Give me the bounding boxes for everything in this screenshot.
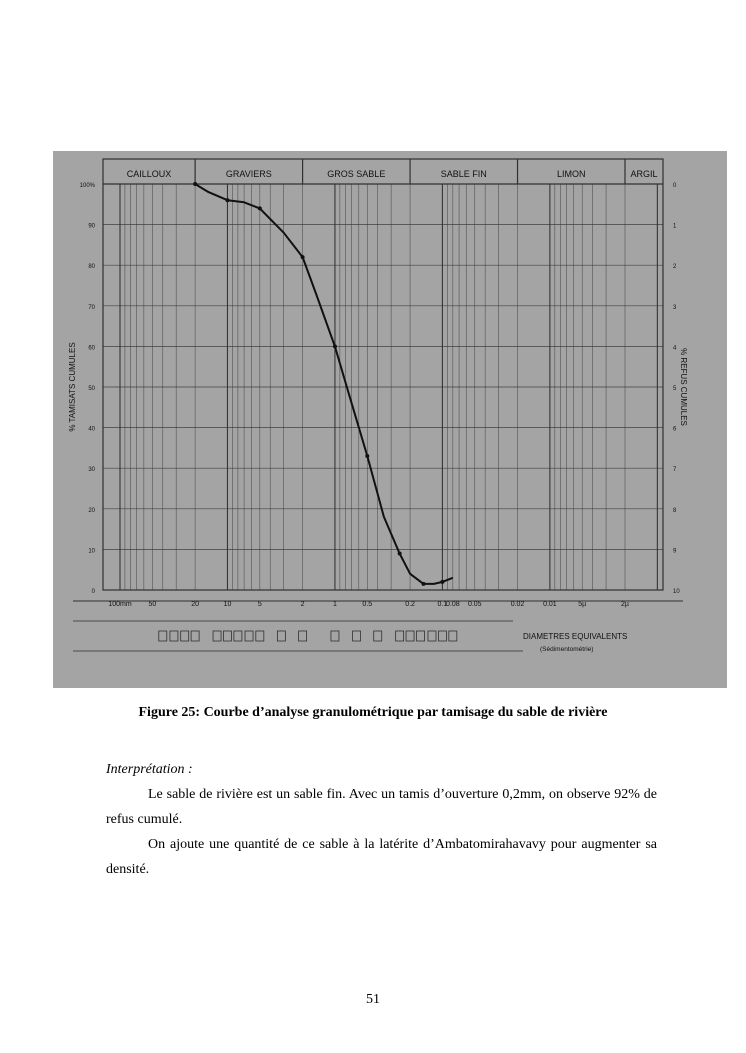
zone-label-argil: ARGIL [630,169,658,179]
bottom-tick-label: 0.08 [446,601,460,608]
interpretation-title: Interprétation : [106,762,193,777]
curve-point [333,344,337,348]
bottom-tick-label: 10 [223,601,232,608]
curve-point [398,551,402,555]
zone-label-gros-sable: GROS SABLE [327,169,386,179]
left-tick-label: 100% [79,183,95,189]
page-number: 51 [366,992,380,1007]
right-tick-label: 2 [673,264,677,271]
bottom-tick-label: 2µ [621,601,629,608]
bottom-tick-label: 20 [191,601,200,608]
curve-point [193,182,197,186]
curve-point [421,582,425,586]
left-tick-label: 80 [88,264,95,271]
granulometry-figure [53,151,727,688]
left-tick-label: 70 [88,304,95,311]
right-tick-label: 4 [673,345,677,352]
left-tick-label: 40 [88,426,95,433]
right-tick-label: 0 [673,183,677,189]
left-tick-label: 0 [91,589,95,595]
bottom-tick-label: 5 [257,601,262,608]
bottom-tick-label: 0.05 [467,601,482,608]
right-tick-label: 3 [673,304,677,311]
bottom-tick-label: 1 [332,601,337,608]
left-tick-label: 30 [88,467,95,474]
right-tick-label: 5 [673,386,677,392]
curve-point [365,454,369,458]
zone-label-graviers: GRAVIERS [225,169,272,179]
right-axis-title: % REFUS CUMULES [679,348,688,426]
paragraph-2 [106,832,657,882]
bottom-tick-label: 0.01 [543,601,557,608]
left-tick-label: 50 [88,386,95,392]
zone-label-limon: LIMON [557,169,586,179]
right-tick-label: 7 [673,467,677,474]
equiv-label: DIAMETRES EQUIVALENTS [523,632,628,641]
bottom-tick-label: 2 [300,601,305,608]
zone-label-cailloux: CAILLOUX [126,169,172,179]
bottom-tick-label: 0.5 [362,601,373,608]
left-tick-label: 90 [88,223,95,230]
bottom-tick-label: 100mm [108,601,132,608]
bottom-tick-label: 0.02 [510,601,525,608]
right-tick-label: 8 [673,507,677,514]
right-tick-label: 10 [673,589,680,595]
curve-point [440,580,444,584]
paragraph-2-text: On ajoute une quantité de ce sable à la latérite d’Ambatomirahavavy pour augmenter sa densité. [106,837,657,877]
bottom-tick-label: 5µ [578,601,587,608]
curve-point [258,206,262,210]
figure-caption: Figure 25: Courbe d’analyse granulométrique par tamisage du sable de rivière [138,705,608,720]
equiv-sublabel: (Sédimentométrie) [540,646,594,653]
left-tick-label: 20 [88,507,95,514]
zone-label-sable-fin: SABLE FIN [440,169,487,179]
left-axis-title: % TAMISATS CUMULES [68,342,77,432]
curve-point [301,255,305,259]
left-tick-label: 10 [88,548,95,555]
right-tick-label: 1 [673,223,677,230]
right-tick-label: 9 [673,548,677,555]
left-tick-label: 60 [88,345,95,352]
bottom-tick-label: 0.1 [437,601,448,608]
curve-point [225,198,229,202]
paragraph-1-text: Le sable de rivière est un sable fin. Avec un tamis d’ouverture 0,2mm, on observe 92% de refus cumulé. [106,787,657,827]
right-tick-label: 6 [673,426,677,433]
paragraph-1 [106,782,657,832]
bottom-tick-label: 50 [148,601,157,608]
bottom-tick-label: 0.2 [405,601,415,608]
